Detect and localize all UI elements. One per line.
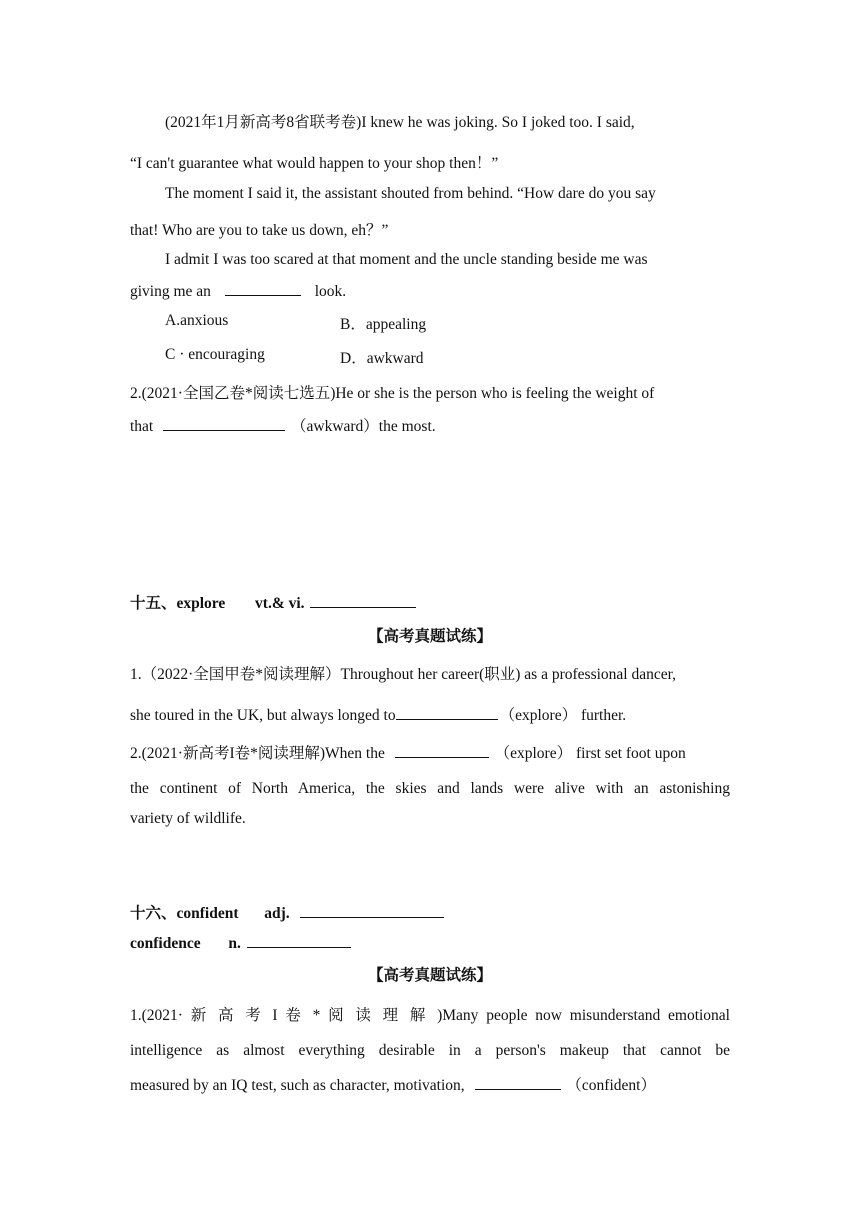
section-16-heading	[130, 901, 448, 923]
s16-question-1-line-2: intelligence as almost everything desirable in a person's makeup that cannot be	[130, 1042, 730, 1059]
answer-blank[interactable]	[475, 1075, 561, 1090]
option-d: D．awkward	[340, 350, 424, 367]
answer-blank[interactable]	[225, 281, 301, 296]
question-text: 2.(2021·新高考I卷*阅读理解)When the	[130, 745, 385, 762]
passage-line-3: The moment I said it, the assistant shouted from behind. “How dare do you say	[165, 185, 656, 202]
passage-line-4: that! Who are you to take us down, eh？”	[130, 222, 389, 239]
section-16-heading-2	[130, 933, 355, 953]
s15-question-2-line-3: variety of wildlife.	[130, 810, 246, 827]
answer-blank[interactable]	[396, 705, 498, 720]
section-title: confidence	[130, 935, 201, 952]
passage-line-1: (2021年1月新高考8省联考卷)I knew he was joking. So I joked too. I said,	[165, 114, 635, 131]
question-text: （explore） first set foot upon	[494, 745, 686, 762]
answer-blank[interactable]	[300, 903, 444, 918]
passage-line-6	[130, 281, 346, 301]
answer-blank[interactable]	[395, 743, 489, 758]
option-b: B．appealing	[340, 316, 427, 333]
part-of-speech: n.	[228, 935, 241, 952]
s15-question-1-line-1: 1.（2022·全国甲卷*阅读理解）Throughout her career(职业) as a professional dancer,	[130, 666, 677, 683]
passage-line-5: I admit I was too scared at that moment and the uncle standing beside me was	[165, 251, 648, 268]
answer-blank[interactable]	[310, 593, 416, 608]
answer-blank[interactable]	[163, 416, 285, 431]
section-16-subheading: 【高考真题试练】	[367, 967, 492, 984]
section-15-subheading: 【高考真题试练】	[367, 628, 492, 645]
question-text: （explore） further.	[499, 707, 627, 724]
answer-blank[interactable]	[247, 933, 351, 948]
s15-question-2-line-2: the continent of North America, the skies and lands were alive with an astonishing	[130, 780, 730, 797]
option-c: C · encouraging	[165, 346, 265, 363]
passage-line-2: “I can't guarantee what would happen to your shop then！”	[130, 155, 499, 172]
question-2-line-2	[130, 414, 436, 436]
question-2-line-1: 2.(2021·全国乙卷*阅读七选五)He or she is the person who is feeling the weight of	[130, 385, 655, 402]
option-a: A.anxious	[165, 312, 229, 329]
question-text: she toured in the UK, but always longed to	[130, 707, 396, 724]
part-of-speech: vt.& vi.	[255, 595, 305, 612]
question-text: measured by an IQ test, such as character, motivation,	[130, 1077, 465, 1094]
section-title: 十六、confident	[130, 905, 239, 922]
question-text: （confident）	[566, 1077, 656, 1094]
s16-question-1-line-3	[130, 1073, 656, 1095]
passage-text: giving me an	[130, 283, 211, 300]
section-title: 十五、explore	[130, 595, 226, 612]
section-15-heading	[130, 591, 420, 613]
question-text: that	[130, 418, 154, 435]
question-text: （awkward）the most.	[291, 418, 436, 435]
passage-text: look.	[314, 283, 347, 300]
s16-question-1-line-1: 1.(2021· 新 高 考 I 卷 * 阅 读 理 解 )Many people now misunderstand emotional	[130, 1007, 730, 1024]
s15-question-2-line-1	[130, 741, 686, 763]
part-of-speech: adj.	[264, 905, 290, 922]
s15-question-1-line-2	[130, 703, 626, 725]
